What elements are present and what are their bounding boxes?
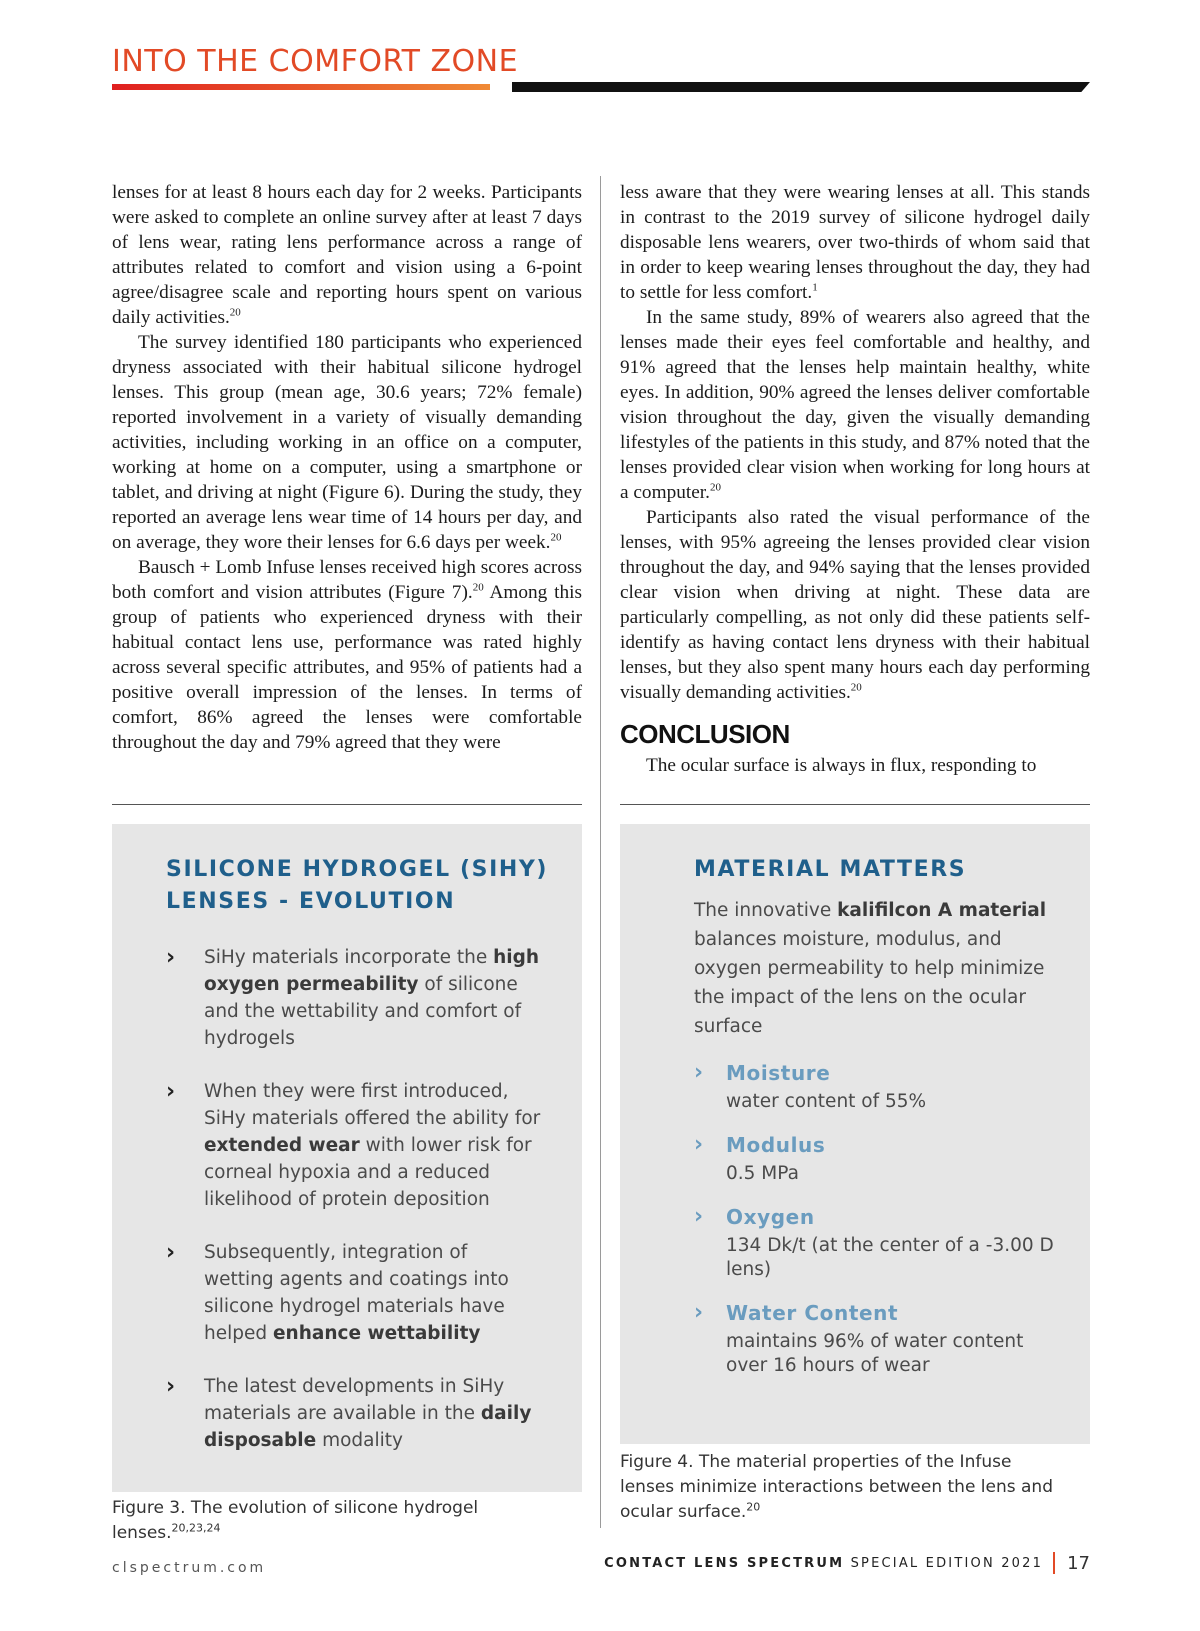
- column-rule: [112, 804, 582, 805]
- property-name: Oxygen: [726, 1205, 815, 1229]
- footer-separator: [1053, 1552, 1055, 1574]
- chevron-right-icon: ›: [166, 1240, 176, 1265]
- paragraph: The survey identified 180 participants who experienced dryness associated with their habitual silicone hydrogel lenses. This group (mean age, 30.6 years; 72% female) reported involvement in a variety of visually demanding activities, including working in an office on a computer, working at home on a computer, using a smartphone or tablet, and driving at night (Figure 6). During the study, they reported an average lens wear time of 14 hours per day, and on average, they wore their lenses for 6.6 days per week.$^{20}$: [112, 332, 582, 553]
- property-value: water content of 55%: [726, 1091, 927, 1112]
- reference: 20: [472, 581, 484, 594]
- evolution-list: [162, 944, 542, 1454]
- paragraph: Participants also rated the visual performance of the lenses, with 95% agreeing the lenses provided clear vision throughout the day, and 94% saying that the lenses provided clear vision when driving at night. These data are particularly compelling, as not only did these patients self-identify as having contact lens dryness with their habitual lenses, but they also spent many hours each day performing visually demanding activities.$^{20}$: [620, 507, 1090, 703]
- property-value: 134 Dk/t (at the center of a -3.00 D lens): [726, 1235, 1054, 1280]
- reference: 20: [229, 306, 241, 319]
- title-underline: [112, 84, 490, 90]
- property-item: [694, 1058, 1054, 1114]
- reference: 20,23,24: [171, 1521, 221, 1535]
- property-item: [694, 1298, 1054, 1378]
- figure-4-caption: Figure 4. The material properties of the Infuse lenses minimize interactions between the lens and ocular surface.$^{20}$: [620, 1452, 1054, 1522]
- chevron-right-icon: ›: [166, 945, 176, 970]
- material-properties-list: [694, 1058, 1054, 1378]
- figure-4-intro: The innovative kalifilcon A material balances moisture, modulus, and oxygen permeability to help minimize the impact of the lens on the ocular surface: [694, 900, 1047, 1037]
- figure-4-box: [620, 824, 1090, 1444]
- property-item: [694, 1130, 1054, 1186]
- reference: 20: [550, 531, 562, 544]
- list-item: › The latest developments in SiHy materials are available in the daily disposable modality: [166, 1374, 532, 1451]
- reference: 20: [746, 1500, 761, 1514]
- chevron-right-icon: ›: [166, 1079, 176, 1104]
- column-rule: [620, 804, 1090, 805]
- page-number: 17: [1067, 1552, 1090, 1574]
- figure-3-title: SILICONE HYDROGEL (SIHY) LENSES - EVOLUTION: [166, 857, 549, 914]
- property-value: 0.5 MPa: [726, 1163, 799, 1184]
- list-item: › Subsequently, integration of wetting agents and coatings into silicone hydrogel materials have helped enhance wettability: [166, 1240, 509, 1344]
- paragraph: lenses for at least 8 hours each day for 2 weeks. Participants were asked to complete an online survey after at least 7 days of lens wear, rating lens performance across a range of attributes related to comfort and vision using a 6-point agree/disagree scale and reporting hours spent on various daily activities.$^{20}$: [112, 182, 582, 328]
- paragraph: In the same study, 89% of wearers also agreed that the lenses made their eyes feel comfortable and healthy, and 91% agreed that the lenses help maintain healthy, white eyes. In addition, 90% agreed the lenses deliver comfortable vision throughout the day, given the visually demanding lifestyles of the patients in this study, and 87% noted that the lenses provided clear vision when working for long hours at a computer.$^{20}$: [620, 307, 1090, 503]
- paragraph: The ocular surface is always in flux, responding to: [646, 755, 1037, 776]
- property-item: [694, 1202, 1054, 1282]
- chevron-right-icon: ›: [694, 1204, 704, 1229]
- left-column: [112, 180, 582, 755]
- running-title: INTO THE COMFORT ZONE: [112, 44, 519, 79]
- chevron-right-icon: ›: [694, 1132, 704, 1157]
- footer-website: clspectrum.com: [112, 1560, 267, 1576]
- property-name: Water Content: [726, 1301, 899, 1325]
- footer-publication: [604, 1552, 1090, 1574]
- publication-name: CONTACT LENS SPECTRUM SPECIAL EDITION 2021: [604, 1555, 1044, 1571]
- reference: 20: [709, 481, 721, 494]
- property-name: Moisture: [726, 1061, 831, 1085]
- reference: 1: [812, 281, 818, 294]
- list-item: › SiHy materials incorporate the high oxygen permeability of silicone and the wettability and comfort of hydrogels: [166, 945, 540, 1049]
- reference: 20: [850, 681, 862, 694]
- list-item: › When they were first introduced, SiHy materials offered the ability for extended wear with lower risk for corneal hypoxia and a reduced likelihood of protein deposition: [166, 1079, 541, 1210]
- right-column: [620, 180, 1090, 778]
- chevron-right-icon: ›: [166, 1374, 176, 1399]
- figure-3-caption: Figure 3. The evolution of silicone hydrogel lenses.$^{20,23,24}$: [112, 1498, 479, 1543]
- figure-4-title: MATERIAL MATTERS: [694, 857, 967, 882]
- paragraph: less aware that they were wearing lenses at all. This stands in contrast to the 2019 survey of silicone hydrogel daily disposable lens wearers, over two-thirds of whom said that in order to keep wearing lenses throughout the day, they had to settle for less comfort.$^1$: [620, 182, 1090, 303]
- header-rule: [512, 82, 1090, 92]
- property-name: Modulus: [726, 1133, 826, 1157]
- property-value: maintains 96% of water content over 16 hours of wear: [726, 1331, 1024, 1376]
- paragraph: Bausch + Lomb Infuse lenses received high scores across both comfort and vision attributes (Figure 7).$^{20}$ Among this group of patients who experienced dryness with their habitual contact lens use, performance was rated highly across several specific attributes, and 95% of patients had a positive overall impression of the lenses. In terms of comfort, 86% agreed the lenses were comfortable throughout the day and 79% agreed that they were: [112, 557, 583, 753]
- chevron-right-icon: ›: [694, 1060, 704, 1085]
- chevron-right-icon: ›: [694, 1300, 704, 1325]
- column-divider: [600, 176, 601, 1528]
- figure-3-box: [112, 824, 582, 1492]
- conclusion-heading: CONCLUSION: [620, 719, 790, 749]
